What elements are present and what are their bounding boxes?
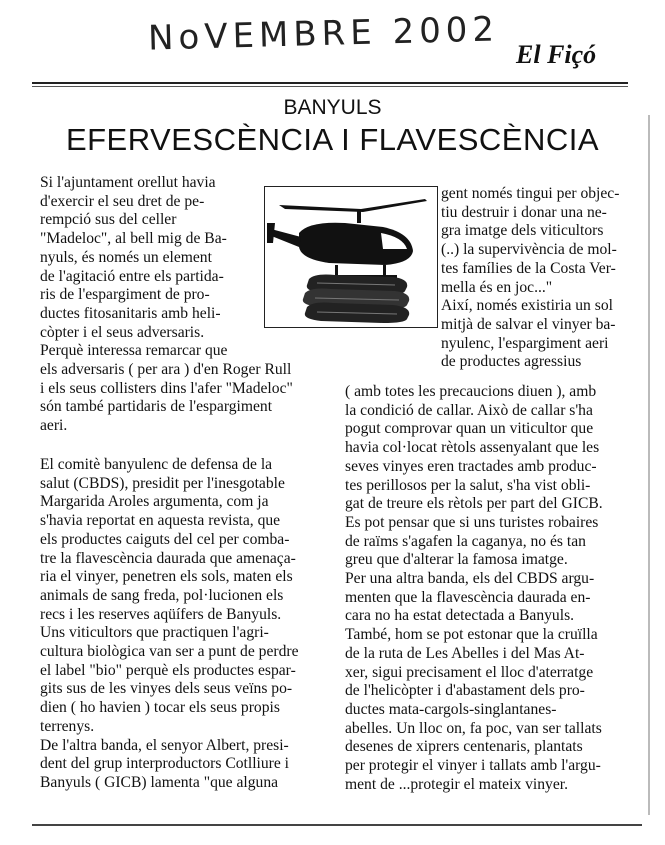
text-line: la condició de callar. Això de callar s'ha: [345, 401, 593, 419]
text-line: d'exercir el seu dret de pe-: [40, 192, 205, 210]
text-line: Perquè interessa remarcar que: [40, 342, 228, 360]
text-line: gits sus de les vinyes dels seus veïns po-: [40, 680, 293, 698]
text-line: De l'altra banda, el senyor Albert, presi-: [40, 736, 289, 754]
text-line: terrenys.: [40, 717, 95, 735]
text-line: aeri.: [40, 417, 68, 435]
text-line: són també partidaris de l'espargiment: [40, 398, 273, 416]
text-line: rempció sus del celler: [40, 211, 177, 229]
text-line: ductes mata-cargols-singlantanes-: [345, 700, 557, 718]
text-line: tre la flavescència daurada que amenaça-: [40, 549, 296, 567]
text-line: mitjà de salvar el vinyer ba-: [441, 315, 616, 333]
text-line: el label "bio" perquè els productes espar-: [40, 661, 296, 679]
text-line: nyulenc, l'espargiment aeri: [441, 334, 609, 352]
text-line: greu que d'alterar la famosa imatge.: [345, 551, 568, 569]
text-line: còpter i el seus adversaris.: [40, 323, 205, 341]
text-line: gat de treure els rètols per part del GICB.: [345, 495, 603, 513]
text-line: (..) la supervivència de mol-: [441, 241, 617, 259]
text-line: tiu destruir i donar una ne-: [441, 203, 607, 221]
text-line: xer, sigui precisament el lloc d'aterratge: [345, 663, 594, 681]
text-line: "Madeloc", al bell mig de Ba-: [40, 230, 227, 248]
text-line: Es pot pensar que si uns turistes robaires: [345, 513, 599, 531]
text-line: dent del grup interproductors Cotlliure i: [40, 755, 290, 773]
text-line: els adversaris ( per ara ) d'en Roger Rull: [40, 361, 292, 379]
header-rule: [32, 82, 628, 84]
text-line: dien ( ho havien ) tocar els seus propis: [40, 699, 280, 717]
text-line: Per una altra banda, els del CBDS argu-: [345, 570, 595, 588]
text-line: abelles. Un lloc on, fa poc, van ser tallats: [345, 719, 602, 737]
article-headline: EFERVESCÈNCIA I FLAVESCÈNCIA: [65, 122, 600, 157]
text-line: per protegir el vinyer i tallats amb l'argu-: [345, 757, 601, 775]
text-line: de l'agitació entre els partida-: [40, 267, 224, 285]
text-line: s'havia reportat en aquesta revista, que: [40, 512, 281, 530]
text-line: ris de l'espargiment de pro-: [40, 286, 210, 304]
text-line: i els seus collisters dins l'afer "Madeloc": [40, 379, 293, 397]
text-line: tes perillosos per la salut, s'ha vist obli-: [345, 476, 591, 494]
masthead-logo: El Fiçó: [516, 40, 597, 69]
text-line: menten que la flavescència daurada en-: [345, 588, 591, 606]
text-line: ment de ...protegir el mateix vinyer.: [345, 775, 569, 793]
text-line: cultura biològica van ser a punt de perdre: [40, 643, 299, 661]
helicopter-with-sacks-icon: [265, 187, 437, 327]
text-line: gra imatge dels viticultors: [441, 222, 604, 240]
text-line: mella és en joc...": [441, 278, 553, 296]
text-line: havia col·locat rètols assenyalant que les: [345, 439, 600, 457]
text-line: pogut comprovar quan un viticultor que: [345, 420, 594, 438]
text-line: desenes de xiprers centenaris, plantats: [345, 738, 583, 756]
text-line: gent només tingui per objec-: [441, 185, 620, 202]
text-line: Banyuls ( GICB) lamenta "que alguna: [40, 773, 279, 791]
text-line: ductes fitosanitaris amb heli-: [40, 304, 221, 322]
text-line: També, hom se pot estonar que la cruïlla: [345, 626, 598, 644]
text-line: salut (CBDS), presidit per l'inesgotable: [40, 474, 285, 492]
article-kicker: BANYULS: [283, 96, 382, 119]
text-line: de raïms s'agafen la caganya, no és tan: [345, 532, 586, 550]
text-line: El comitè banyulenc de defensa de la: [40, 456, 273, 473]
text-line: Uns viticultors que practiquen l'agri-: [40, 624, 269, 642]
helicopter-illustration: [264, 186, 438, 328]
text-line: Si l'ajuntament orellut havia: [40, 174, 216, 191]
text-line: nyuls, és només un element: [40, 248, 212, 266]
text-line: cara no ha estat detectada a Banyuls.: [345, 607, 575, 625]
text-line: animals de sang freda, pol·lucionen els: [40, 586, 284, 604]
text-line: de l'helicòpter i d'abastament dels pro-: [345, 682, 585, 700]
text-line: de la ruta de Les Abelles i del Mas At-: [345, 644, 585, 662]
text-line: ria el vinyer, penetren els sols, maten els: [40, 568, 293, 586]
left-column-lower: [40, 456, 340, 793]
footer-rule: [32, 824, 642, 826]
right-column-lower: [345, 383, 645, 794]
text-line: seves vinyes eren tractades amb produc-: [345, 457, 597, 475]
right-column-upper: [441, 185, 656, 372]
text-line: Margarida Aroles argumenta, com ja: [40, 493, 269, 511]
header-rule-thin: [32, 86, 628, 87]
text-line: recs i les reserves aqüífers de Banyuls.: [40, 605, 282, 623]
text-line: tes famílies de la Costa Ver-: [441, 259, 616, 277]
text-line: Així, només existiria un sol: [441, 297, 613, 315]
text-line: ( amb totes les precaucions diuen ), amb: [345, 383, 597, 400]
text-line: els productes caiguts del cel per comba-: [40, 530, 290, 548]
text-line: de productes agressius: [441, 353, 582, 371]
handwritten-date: NoVEMBRE 2002: [147, 9, 500, 59]
